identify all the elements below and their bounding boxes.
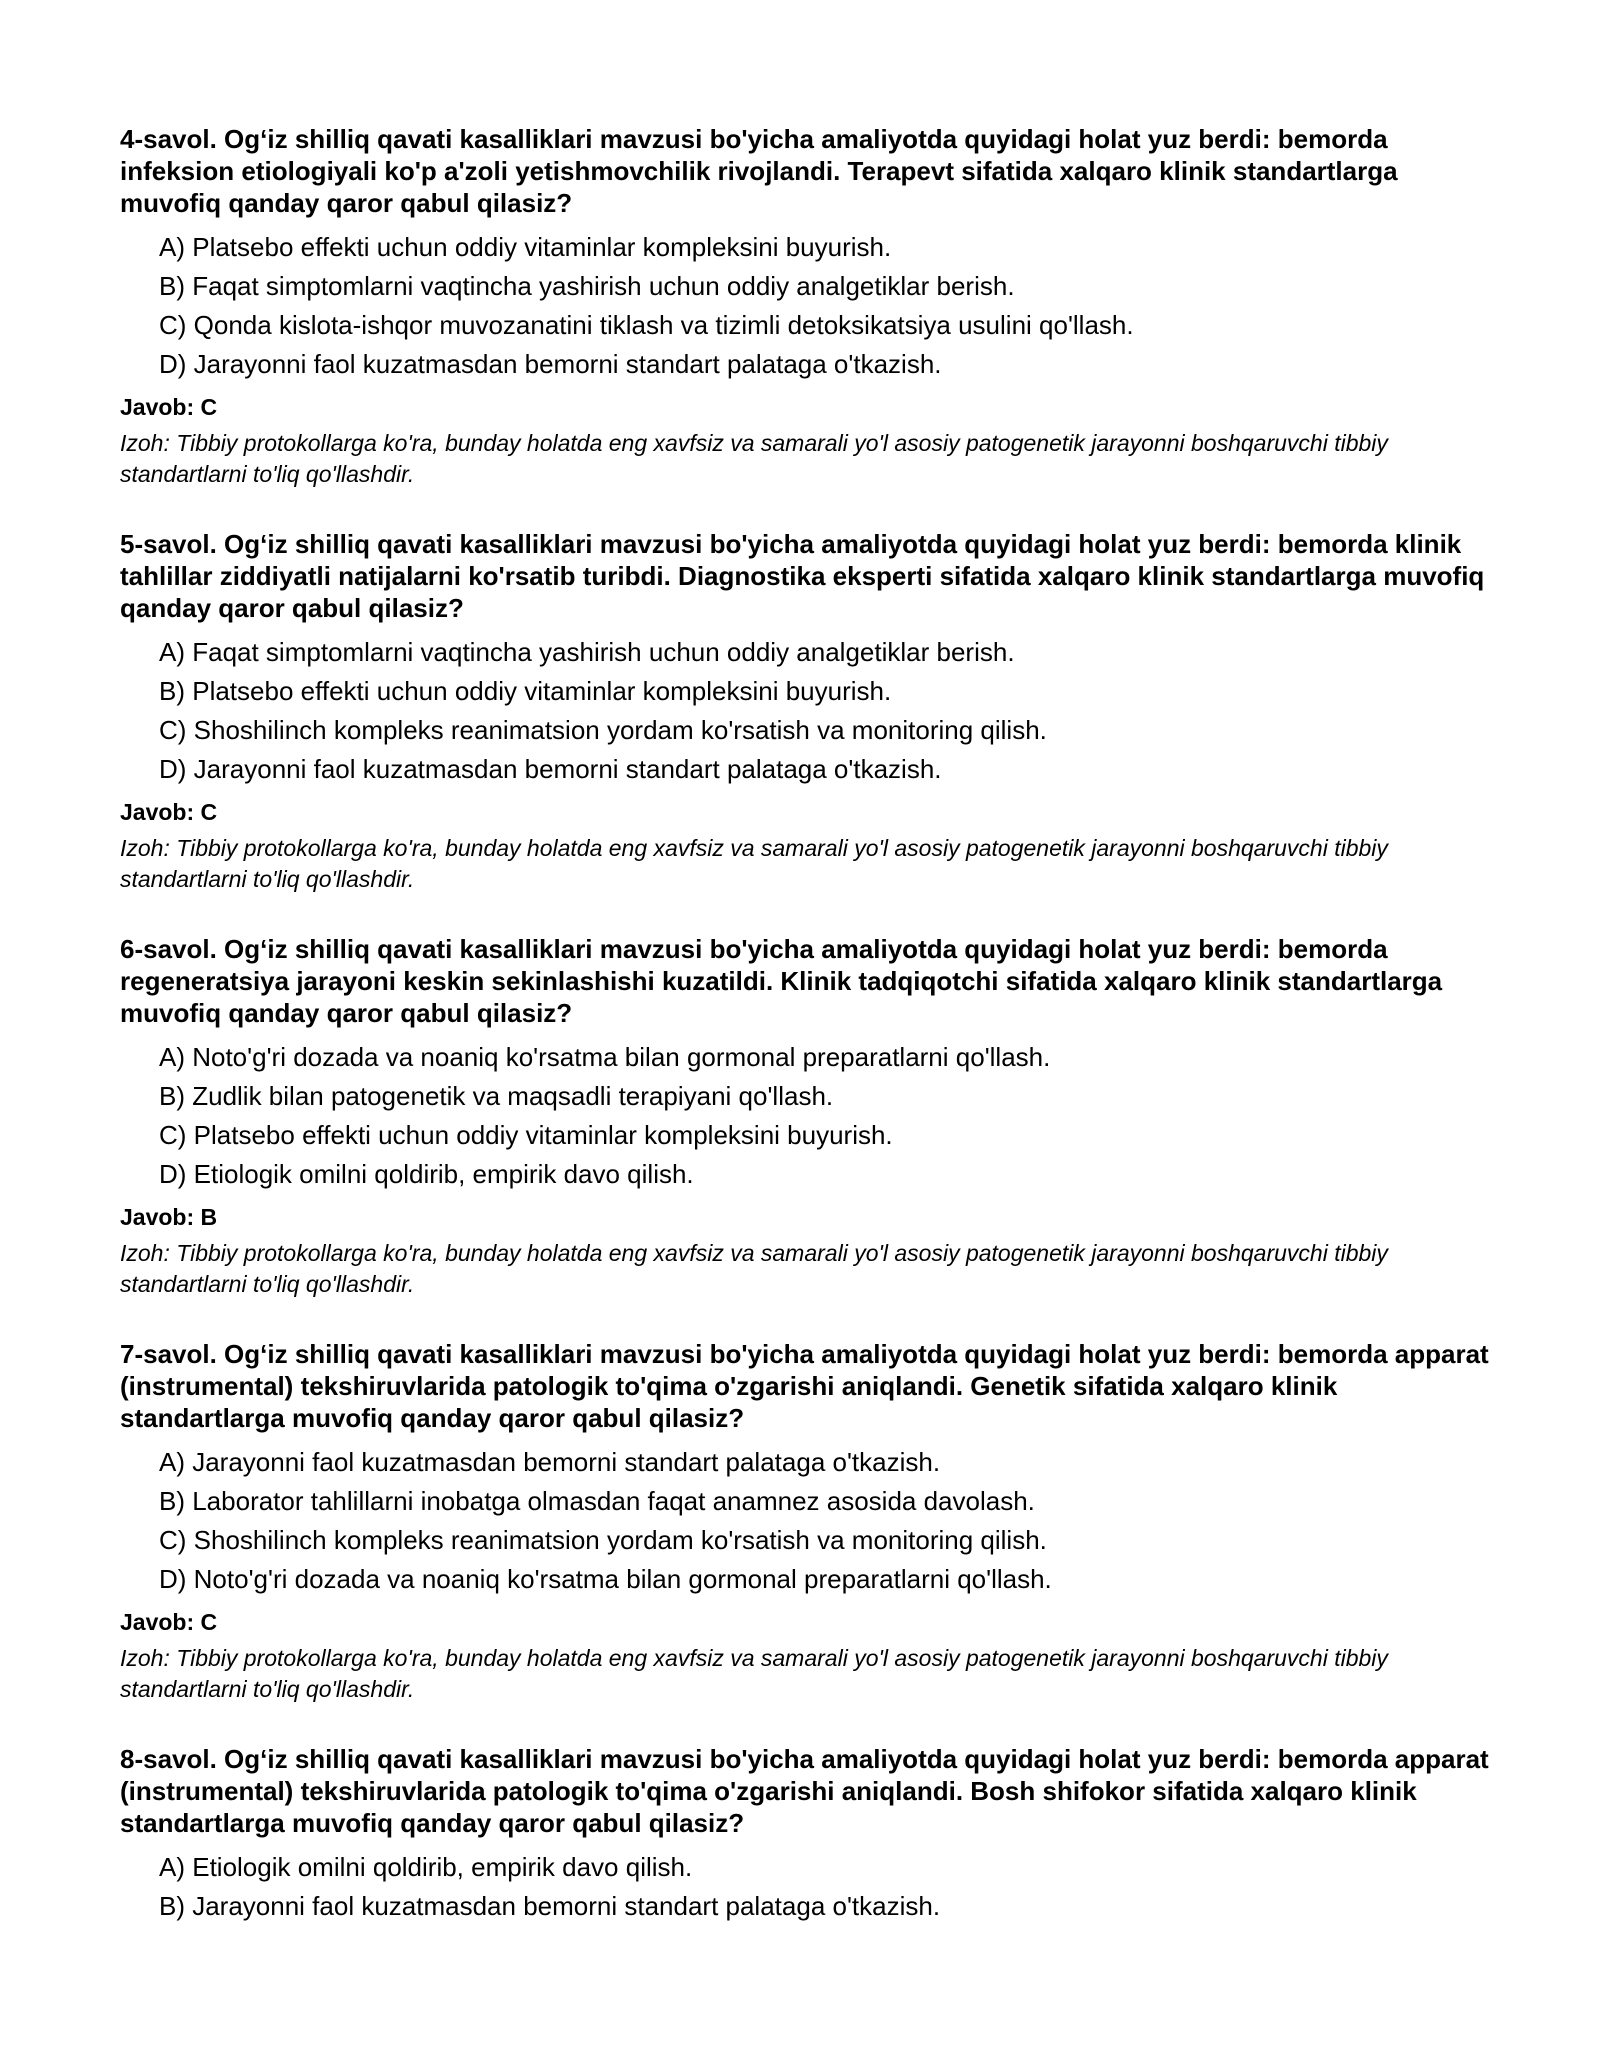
answer-line xyxy=(120,797,1500,827)
option-b: B) Jarayonni faol kuzatmasdan bemorni standart palataga o'tkazish. xyxy=(159,1891,941,1921)
question-block xyxy=(120,528,1500,895)
options-list xyxy=(120,1848,1500,1926)
options-list xyxy=(120,1038,1500,1194)
option-c: C) Platsebo effekti uchun oddiy vitaminlar kompleksini buyurish. xyxy=(159,1120,893,1150)
question-block xyxy=(120,1743,1500,1926)
question-block xyxy=(120,123,1500,490)
answer-value: C xyxy=(200,799,218,825)
options-list xyxy=(120,633,1500,789)
question-text: 6-savol. Og‘iz shilliq qavati kasalliklari mavzusi bo'yicha amaliyotda quyidagi holat yuz berdi: bemorda regeneratsiya jarayoni keskin sekinlashishi kuzatildi. Klinik tadqiqotchi sifatida xalqaro klinik standartlarga muvofiq qanday qaror qabul qilasiz? xyxy=(120,934,1443,1028)
option-c: C) Shoshilinch kompleks reanimatsion yordam ko'rsatish va monitoring qilish. xyxy=(159,715,1047,745)
option-a: A) Jarayonni faol kuzatmasdan bemorni standart palataga o'tkazish. xyxy=(159,1447,941,1477)
question-text: 5-savol. Og‘iz shilliq qavati kasalliklari mavzusi bo'yicha amaliyotda quyidagi holat yuz berdi: bemorda klinik tahlillar ziddiyatli natijalarni ko'rsatib turibdi. Diagnostika eksperti sifatida xalqaro klinik standartlarga muvofiq qanday qaror qabul qilasiz? xyxy=(120,529,1485,623)
answer-line xyxy=(120,1202,1500,1232)
answer-line xyxy=(120,1607,1500,1637)
option-d: D) Noto'g'ri dozada va noaniq ko'rsatma bilan gormonal preparatlarni qo'llash. xyxy=(159,1564,1052,1594)
answer-label: Javob: xyxy=(120,1204,195,1230)
answer-value: C xyxy=(200,1609,218,1635)
explanation-text: Izoh: Tibbiy protokollarga ko'ra, bunday holatda eng xavfsiz va samarali yo'l asosiy patogenetik jarayonni boshqaruvchi tibbiy standartlarni to'liq qo'llashdir. xyxy=(120,430,1388,487)
explanation-text: Izoh: Tibbiy protokollarga ko'ra, bunday holatda eng xavfsiz va samarali yo'l asosiy patogenetik jarayonni boshqaruvchi tibbiy standartlarni to'liq qo'llashdir. xyxy=(120,835,1388,892)
options-list xyxy=(120,1443,1500,1599)
option-b: B) Zudlik bilan patogenetik va maqsadli terapiyani qo'llash. xyxy=(159,1081,834,1111)
answer-value: B xyxy=(200,1204,218,1230)
option-d: D) Etiologik omilni qoldirib, empirik davo qilish. xyxy=(159,1159,694,1189)
answer-label: Javob: xyxy=(120,394,195,420)
explanation-text: Izoh: Tibbiy protokollarga ko'ra, bunday holatda eng xavfsiz va samarali yo'l asosiy patogenetik jarayonni boshqaruvchi tibbiy standartlarni to'liq qo'llashdir. xyxy=(120,1240,1388,1297)
question-text: 7-savol. Og‘iz shilliq qavati kasalliklari mavzusi bo'yicha amaliyotda quyidagi holat yuz berdi: bemorda apparat (instrumental) tekshiruvlarida patologik to'qima o'zgarishi aniqlandi. Genetik sifatida xalqaro klinik standartlarga muvofiq qanday qaror qabul qilasiz? xyxy=(120,1339,1489,1433)
document-page xyxy=(120,123,1500,1964)
option-d: D) Jarayonni faol kuzatmasdan bemorni standart palataga o'tkazish. xyxy=(159,349,942,379)
question-block xyxy=(120,1338,1500,1705)
option-a: A) Platsebo effekti uchun oddiy vitaminlar kompleksini buyurish. xyxy=(159,232,892,262)
answer-label: Javob: xyxy=(120,1609,195,1635)
answer-label: Javob: xyxy=(120,799,195,825)
option-d: D) Jarayonni faol kuzatmasdan bemorni standart palataga o'tkazish. xyxy=(159,754,942,784)
option-a: A) Noto'g'ri dozada va noaniq ko'rsatma bilan gormonal preparatlarni qo'llash. xyxy=(159,1042,1051,1072)
option-b: B) Platsebo effekti uchun oddiy vitaminlar kompleksini buyurish. xyxy=(159,676,892,706)
question-text: 8-savol. Og‘iz shilliq qavati kasalliklari mavzusi bo'yicha amaliyotda quyidagi holat yuz berdi: bemorda apparat (instrumental) tekshiruvlarida patologik to'qima o'zgarishi aniqlandi. Bosh shifokor sifatida xalqaro klinik standartlarga muvofiq qanday qaror qabul qilasiz? xyxy=(120,1744,1489,1838)
option-b: B) Faqat simptomlarni vaqtincha yashirish uchun oddiy analgetiklar berish. xyxy=(159,271,1015,301)
explanation-text: Izoh: Tibbiy protokollarga ko'ra, bunday holatda eng xavfsiz va samarali yo'l asosiy patogenetik jarayonni boshqaruvchi tibbiy standartlarni to'liq qo'llashdir. xyxy=(120,1645,1388,1702)
option-c: C) Qonda kislota-ishqor muvozanatini tiklash va tizimli detoksikatsiya usulini qo'llash. xyxy=(159,310,1134,340)
option-c: C) Shoshilinch kompleks reanimatsion yordam ko'rsatish va monitoring qilish. xyxy=(159,1525,1047,1555)
options-list xyxy=(120,228,1500,384)
option-a: A) Etiologik omilni qoldirib, empirik davo qilish. xyxy=(159,1852,693,1882)
question-text: 4-savol. Og‘iz shilliq qavati kasalliklari mavzusi bo'yicha amaliyotda quyidagi holat yuz berdi: bemorda infeksion etiologiyali ko'p a'zoli yetishmovchilik rivojlandi. Terapevt sifatida xalqaro klinik standartlarga muvofiq qanday qaror qabul qilasiz? xyxy=(120,124,1398,218)
option-a: A) Faqat simptomlarni vaqtincha yashirish uchun oddiy analgetiklar berish. xyxy=(159,637,1015,667)
question-block xyxy=(120,933,1500,1300)
option-b: B) Laborator tahlillarni inobatga olmasdan faqat anamnez asosida davolash. xyxy=(159,1486,1035,1516)
answer-value: C xyxy=(200,394,218,420)
answer-line xyxy=(120,392,1500,422)
